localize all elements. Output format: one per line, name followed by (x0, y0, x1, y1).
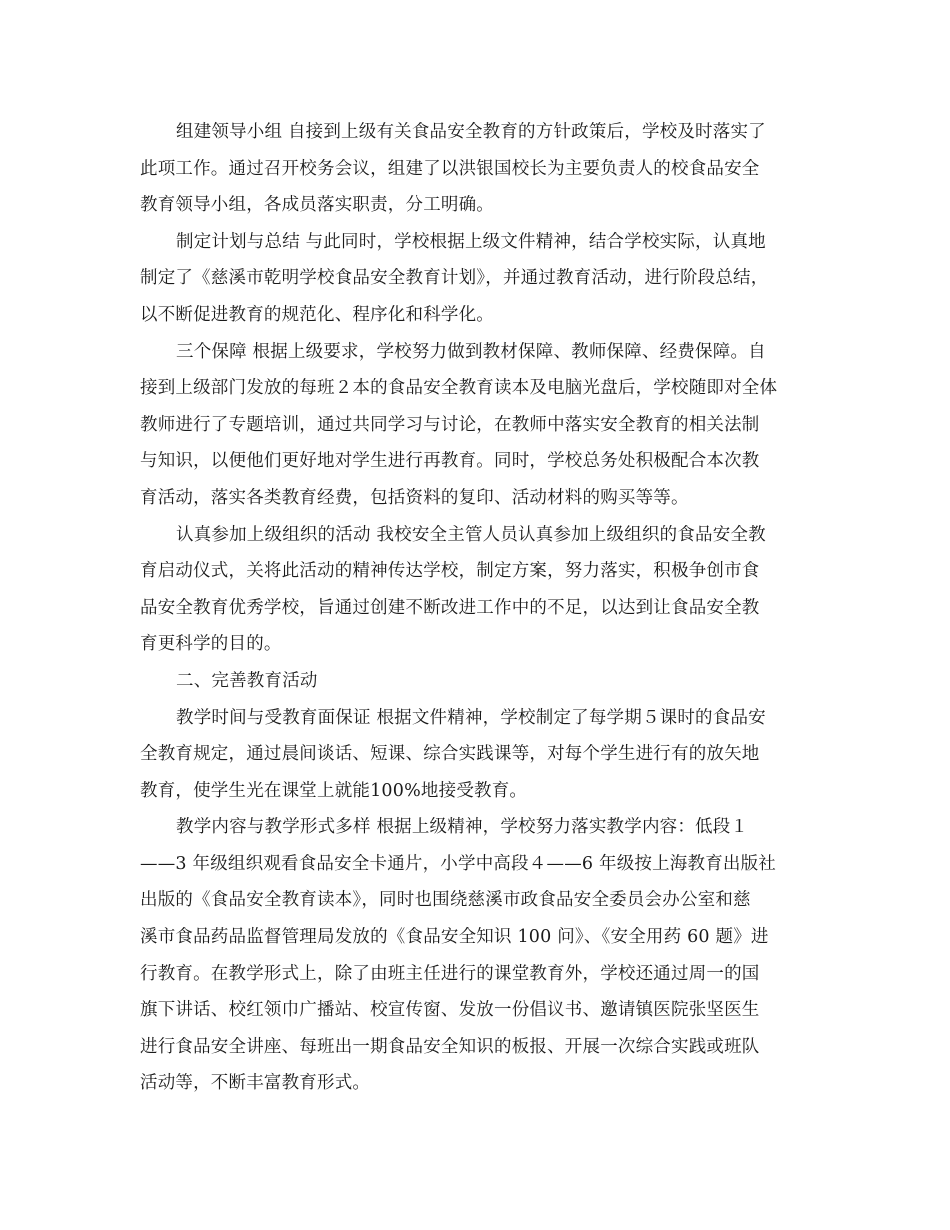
paragraph-teaching-content: 教学内容与教学形式多样 根据上级精神，学校努力落实教学内容：低段１ ——3 年级组织观看食品安全卡通片，小学中高段４——6 年级按上海教育出版社 出版的《食品安全教育读本》，同时也围绕慈溪市政食品安全委员会办公室和慈 溪市食品药品监督管理局发放的《食品安全知识 100 问》、《安全用药 60 题》进 行教育。在教学形式上，除了由班主任进行的课堂教育外，学校还通过周一的国 旗下讲话、校红领巾广播站、校宣传窗、发放一份倡议书、邀请镇医院张坚医生 进行食品安全讲座、每班出一期食品安全知识的板报、开展一次综合实践或班队 活动等，不断丰富教育形式。 (140, 817, 776, 1094)
paragraph-plan-and-summary: 制定计划与总结 与此同时，学校根据上级文件精神，结合学校实际，认真地 制定了《慈溪市乾明学校食品安全教育计划》，并通过教育活动，进行阶段总结， 以不断促进教育的规范化、程序化和科学化。 (140, 231, 769, 325)
paragraph-teaching-time: 教学时间与受教育面保证 根据文件精神，学校制定了每学期５课时的食品安 全教育规定，通过晨间谈话、短课、综合实践课等，对每个学生进行有的放矢地 教育，使学生光在课堂上就能100%地接受教育。 (140, 707, 766, 801)
paragraph-leadership-group: 组建领导小组 自接到上级有关食品安全教育的方针政策后，学校及时落实了 此项工作。通过召开校务会议，组建了以洪银国校长为主要负责人的校食品安全 教育领导小组，各成员落实职责，分工明确。 (140, 122, 766, 216)
document-body (140, 114, 812, 1102)
paragraph-three-guarantees: 三个保障 根据上级要求，学校努力做到教材保障、教师保障、经费保障。自 接到上级部门发放的每班２本的食品安全教育读本及电脑光盘后，学校随即对全体 教师进行了专题培训，通过共同学习与讨论，在教师中落实安全教育的相关法制 与知识，以便他们更好地对学生进行再教育。同时，学校总务处积极配合本次教 育活动，落实各类教育经费，包括资料的复印、活动材料的购买等等。 (140, 341, 778, 508)
paragraph-superior-activities: 认真参加上级组织的活动 我校安全主管人员认真参加上级组织的食品安全教 育启动仪式，关将此活动的精神传达学校，制定方案，努力落实，积极争创市食 品安全教育优秀学校，旨通过创建不断改进工作中的不足，以达到让食品安全教 育更科学的目的。 (140, 524, 766, 655)
section-heading-improve-education: 二、完善教育活动 (176, 670, 318, 691)
